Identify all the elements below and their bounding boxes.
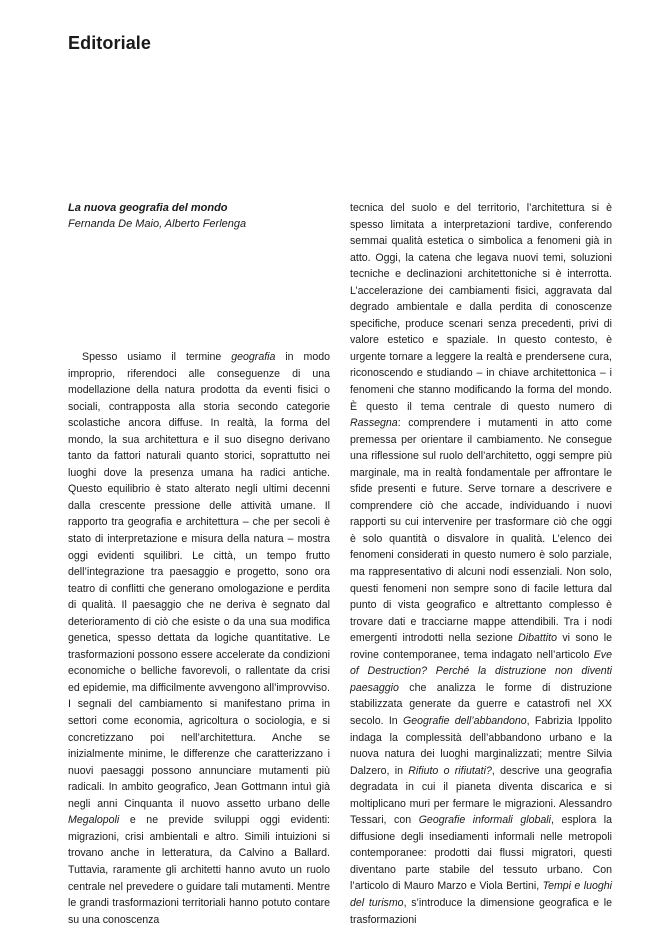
text-run: , s’introduce la dimensione geografica e le trasformazioni xyxy=(350,896,612,926)
text-run: e ne previde sviluppi oggi evidenti: migrazioni, crisi ambientali e altro. Simili intuizioni si trovano anche in letteratura, da Calvino a Ballard. Tuttavia, raramente gli architetti hanno avuto un ruolo centrale nel prevedere o guidare tali mutamenti. Mentre le grandi trasformazioni territoriali hanno potuto contare su una conoscenza xyxy=(68,814,330,926)
italic-text: Megalopoli xyxy=(68,814,120,827)
text-run: tecnica del suolo e del territorio, l’architettura si è spesso limitata a interpretazioni tardive, conferendo semmai qualità estetica o simbolica a fenomeni già in atto. Oggi, la catena che legava nuovi temi, soluzioni tecniche e declinazioni architettoniche si è interrotta. L’accelerazione dei cambiamenti fisici, aggravata dal degrado ambientale e dalla perdita di conoscenze specifiche, produce scenari senza precedenti, privi di valore estetico e spaziale. In questo contesto, è urgente tornare a leggere la realtà e prendersene cura, riconoscendo e studiando – in chiave architettonica – i fenomeni che stanno modificando la forma del mondo. È questo il tema centrale di questo numero di xyxy=(350,202,612,413)
text-run: in modo improprio, riferendoci alle conseguenze di una modellazione della natura prodotta da eventi fisici o sociali, contrapposta alla storia secondo categorie scolastiche ancora diffuse. In realtà, la forma del mondo, la sua architettura e il suo disegno derivano tanto da fattori naturali quanto storici, soprattutto nei luoghi dove la presenza umana ha radici antiche. Questo equilibrio è stato alterato negli ultimi decenni dalla crescente pressione delle attività umane. Il rapporto tra geografia e architettura – che per secoli è stato di interpretazione e misura della natura – mostra oggi evidenti squilibri. Le città, un tempo frutto dell’integrazione tra paesaggio e progetto, sono ora teatro di conflitti che generano omologazione e perdita di qualità. Il paesaggio che ne deriva è segnato dal deterioramento di ciò che esiste o da una sua modifica genetica, spesso dettata da logiche quantitative. Le trasformazioni possono essere accelerate da condizioni economiche o belliche favorevoli, o rallentate da crisi ed epidemie, ma difficilmente avvengono all’improvviso. I segnali del cambiamento si manifestano prima in settori come economia, agricoltura o sociologia, e si concretizzano poi nell’architettura. Anche se inizialmente minime, le differenze che caratterizzano i nuovi paesaggi possono annunciare mutamenti più radicali. In ambito geografico, Jean Gottmann intuì già negli anni Cinquanta il nuovo assetto urbano delle xyxy=(68,351,330,810)
text-column-left xyxy=(68,349,330,928)
italic-text: Geografie dell’abbandono xyxy=(402,714,527,727)
text-column-right xyxy=(350,200,612,928)
italic-text: Geografie informali globali xyxy=(418,814,551,827)
italic-text: Dibattito xyxy=(518,632,557,645)
italic-text: Rassegna xyxy=(350,417,398,430)
article-heading xyxy=(68,200,328,232)
article-authors: Fernanda De Maio, Alberto Ferlenga xyxy=(68,218,247,230)
text-run: vi sono le rovine contemporanee, tema indagato nell’articolo xyxy=(350,632,612,661)
text-run: , Fabrizia Ippolito indaga la complessità dell’abbandono urbano e la nuova natura dei luoghi marginalizzati; mentre Silvia Dalzero, in xyxy=(350,714,612,777)
italic-text: Rifiuto o rifiutati? xyxy=(408,764,492,777)
italic-text: Tempi e luoghi del turismo xyxy=(350,880,612,909)
text-run: : comprendere i mutamenti in atto come premessa per orientare il cambiamento. Ne consegue una riflessione sul ruolo dell’architetto, oggi sempre più marginale, ma in realtà fondamentale per affrontare le sfide presenti e future. Serve tornare a descrivere e comprendere ciò che accade, individuando i nuovi rapporti su cui intervenire per trasformare ciò che oggi è solo quantità o disvalore in qualità. L’elenco dei fenomeni considerati in questo numero è solo parziale, ma rappresentativo di alcuni nodi essenziali. Non solo, questi fenomeni non sempre sono di facile lettura dal punto di vista geografico e altrettanto complesso è trovare dati e tracciarne mappe attendibili. Tra i nodi emergenti introdotti nella sezione xyxy=(350,417,612,645)
article-title: La nuova geografia del mondo xyxy=(68,202,228,214)
paragraph xyxy=(350,200,612,928)
italic-text: Eve of Destruction? Perché la distruzione non diventi paesaggio xyxy=(350,648,612,694)
section-title: Editoriale xyxy=(68,33,152,53)
paragraph xyxy=(68,349,330,928)
italic-text: geografia xyxy=(231,351,276,363)
text-run: che analizza le forme di distruzione stabilizzata generate da guerre e catastrofi nel XX secolo. In xyxy=(350,681,612,727)
text-run: Spesso usiamo il termine xyxy=(82,351,232,363)
text-run: , descrive una geografia degradata in cui il pianeta diventa discarica e si moltiplicano muri per fermare le migrazioni. Alessandro Tessari, con xyxy=(350,764,612,827)
text-run: , esplora la diffusione degli insediamenti informali nelle metropoli contemporanee: prodotti dai flussi migratori, questi diventano parte stabile del tessuto urbano. Con l’articolo di Mauro Marzo e Viola Bertini, xyxy=(350,814,612,893)
